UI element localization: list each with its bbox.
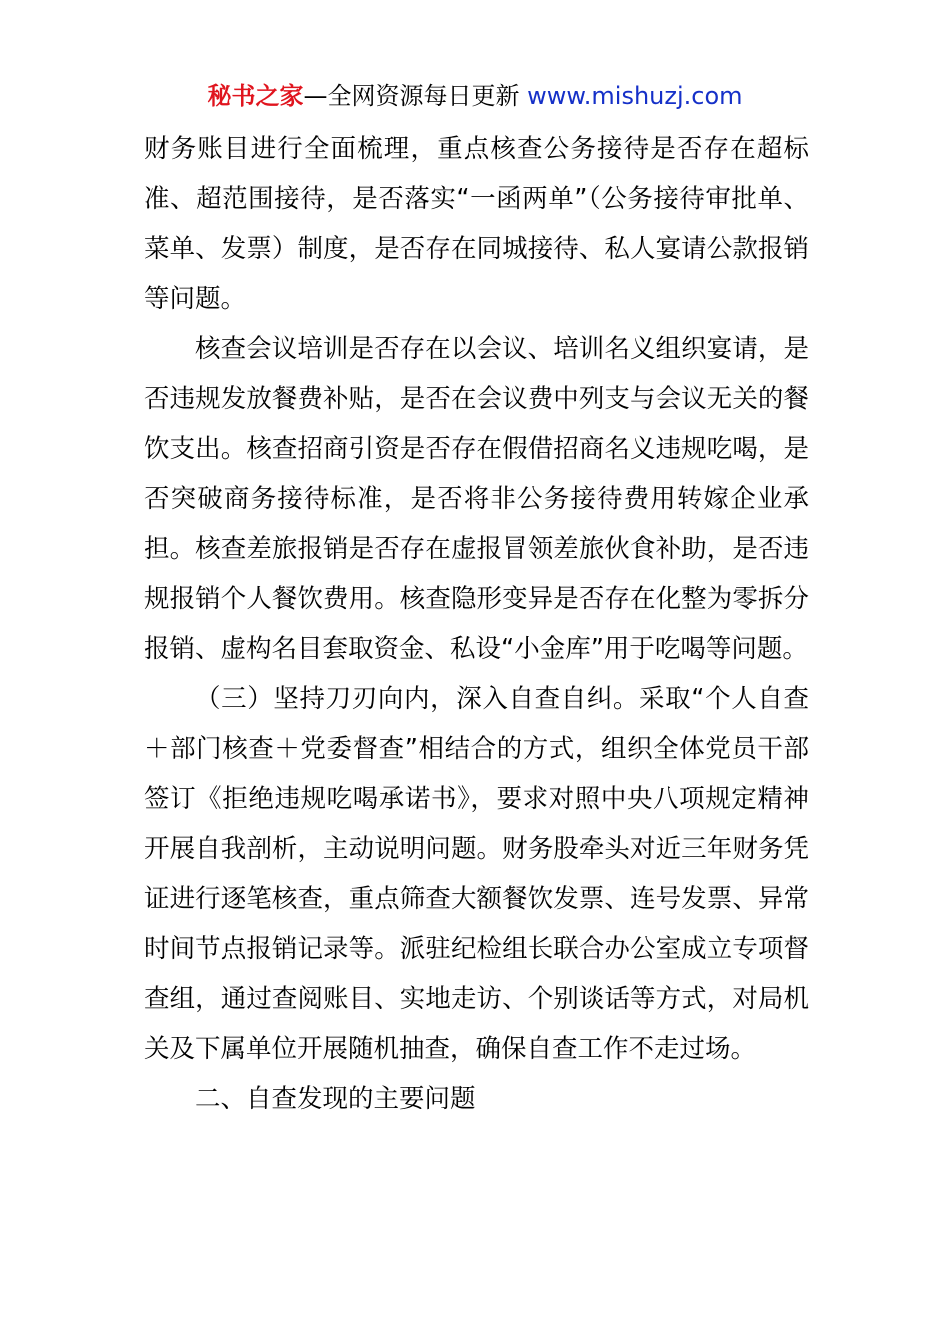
paragraph-meeting-check: 核查会议培训是否存在以会议、培训名义组织宴请，是否违规发放餐费补贴，是否在会议费中列支与会议无关的餐饮支出。核查招商引资是否存在假借招商名义违规吃喝，是否突破商务接待标准，是否将非公务接待费用转嫁企业承担。核查差旅报销是否存在虚报冒领差旅伙食补助，是否违规报销个人餐饮费用。核查隐形变异是否存在化整为零拆分报销、虚构名目套取资金、私设“小金库”用于吃喝等问题。 (144, 334, 809, 664)
paragraph-continued: 财务账目进行全面梳理，重点核查公务接待是否存在超标准、超范围接待，是否落实“一函两单”（公务接待审批单、菜单、发票）制度，是否存在同城接待、私人宴请公款报销等问题。 (144, 134, 809, 314)
section-heading: 二、自查发现的主要问题 (195, 1084, 476, 1114)
site-url[interactable]: www.mishuzj.com (527, 82, 743, 110)
paragraph-self-check: （三）坚持刀刃向内，深入自查自纠。采取“个人自查＋部门核查＋党委督查”相结合的方式，组织全体党员干部签订《拒绝违规吃喝承诺书》，要求对照中央八项规定精神开展自我剖析，主动说明问题。财务股牵头对近三年财务凭证进行逐笔核查，重点筛查大额餐饮发票、连号发票、异常时间节点报销记录等。派驻纪检组长联合办公室成立专项督查组，通过查阅账目、实地走访、个别谈话等方式，对局机关及下属单位开展随机抽查，确保自查工作不走过场。 (144, 684, 809, 1064)
site-header (0, 80, 950, 112)
site-tagline: —全网资源每日更新 (303, 82, 520, 110)
site-brand: 秘书之家 (207, 82, 304, 110)
document-body (144, 124, 809, 1124)
